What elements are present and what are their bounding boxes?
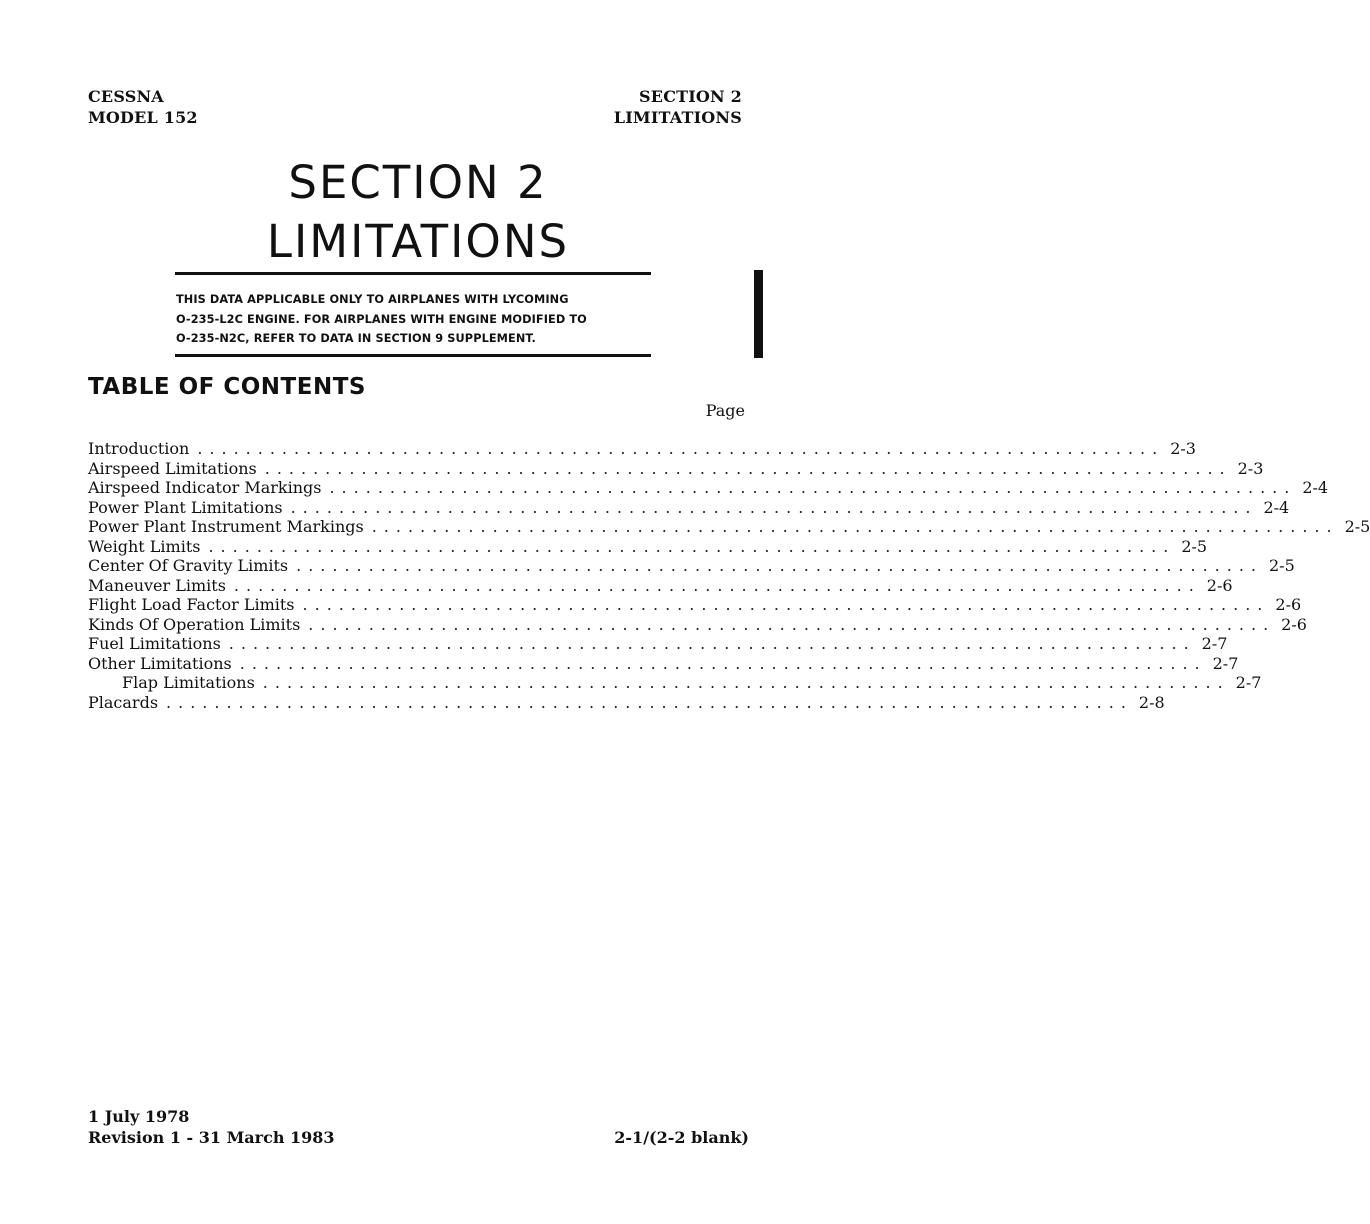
- toc-leader-dots: ................................................................................: [239, 653, 1207, 673]
- toc-entry-page: 2-7: [1212, 653, 1239, 673]
- toc-heading: TABLE OF CONTENTS: [88, 374, 366, 400]
- toc-entry-page: 2-4: [1302, 478, 1329, 497]
- toc-entry-title: Introduction: [88, 439, 190, 458]
- toc-leader-dots: ................................................................................: [262, 673, 1230, 692]
- toc-leader-dots: ................................................................................: [233, 575, 1201, 595]
- toc-leader-dots: ................................................................................: [371, 517, 1339, 536]
- section-subtitle: LIMITATIONS: [266, 215, 570, 268]
- toc-leader-dots: ................................................................................: [264, 458, 1232, 478]
- toc-entry-page: 2-6: [1281, 614, 1307, 634]
- toc-entry: [88, 478, 1329, 498]
- toc-entry-title: Weight Limits: [88, 536, 201, 556]
- toc-entry-title: Center Of Gravity Limits: [88, 556, 289, 575]
- toc-entry: [88, 575, 1233, 596]
- toc-entry: [88, 595, 1302, 615]
- running-header-right: [614, 86, 742, 128]
- toc-entry-page: 2-3: [1170, 439, 1196, 458]
- toc-entry: [88, 634, 1228, 654]
- section-title: SECTION 2: [288, 156, 548, 209]
- toc-leader-dots: ................................................................................: [296, 556, 1263, 575]
- toc-entry-page: 2-5: [1269, 556, 1295, 575]
- notice-line-1: THIS DATA APPLICABLE ONLY TO AIRPLANES WITH LYCOMING: [176, 293, 569, 306]
- footer-dates: [88, 1106, 335, 1148]
- toc-entry-title: Flight Load Factor Limits: [88, 595, 295, 614]
- toc-leader-dots: ................................................................................: [308, 614, 1276, 634]
- toc-entry-title: Kinds Of Operation Limits: [88, 614, 301, 634]
- header-section-name: LIMITATIONS: [613, 108, 742, 127]
- toc-entry: [88, 439, 1196, 459]
- toc-entry-title: Airspeed Limitations: [88, 458, 257, 478]
- notice-line-3: O-235-N2C, REFER TO DATA IN SECTION 9 SUPPLEMENT.: [176, 332, 536, 345]
- toc-leader-dots: ................................................................................: [228, 634, 1196, 653]
- toc-entry: [88, 497, 1290, 518]
- toc-entry-title: Power Plant Limitations: [88, 497, 283, 517]
- toc-entry-page: 2-7: [1235, 673, 1262, 692]
- toc-entry-page: 2-5: [1181, 536, 1208, 556]
- toc-leader-dots: ................................................................................: [208, 536, 1176, 556]
- toc-leader-dots: ................................................................................: [302, 595, 1270, 614]
- applicability-notice: [176, 290, 666, 349]
- toc-entry-page: 2-7: [1201, 634, 1228, 653]
- toc-page-column-label: Page: [705, 401, 745, 420]
- notice-top-rule: [175, 272, 651, 275]
- toc-entry: [88, 673, 1262, 693]
- footer-page-number: 2-1/(2-2 blank): [614, 1128, 749, 1147]
- toc-entry-title: Placards: [88, 692, 159, 712]
- toc-entry-page: 2-8: [1138, 692, 1165, 712]
- header-manufacturer: CESSNA: [88, 87, 164, 106]
- header-section: SECTION 2: [639, 87, 742, 106]
- toc-entry-page: 2-5: [1344, 517, 1370, 536]
- toc-entry: [88, 556, 1295, 576]
- toc-entry: [88, 692, 1165, 713]
- header-model: MODEL 152: [88, 108, 198, 127]
- toc-entry-title: Power Plant Instrument Markings: [88, 517, 364, 536]
- footer-issue-date: 1 July 1978: [88, 1107, 190, 1126]
- toc-entry: [88, 614, 1307, 635]
- toc-entry: [88, 653, 1239, 674]
- toc-entry-page: 2-4: [1263, 497, 1290, 517]
- running-header-left: [88, 86, 198, 128]
- toc-leader-dots: ................................................................................: [329, 478, 1297, 497]
- toc-entry-page: 2-6: [1206, 575, 1233, 595]
- toc-entry-title: Maneuver Limits: [88, 575, 226, 595]
- toc-entry-title: Flap Limitations: [122, 673, 255, 692]
- toc-leader-dots: ................................................................................: [290, 497, 1258, 517]
- toc-entry-title: Fuel Limitations: [88, 634, 221, 653]
- notice-bottom-rule: [175, 354, 651, 357]
- toc-entry-title: Other Limitations: [88, 653, 232, 673]
- toc-entry: [88, 458, 1264, 479]
- notice-line-2: O-235-L2C ENGINE. FOR AIRPLANES WITH ENGINE MODIFIED TO: [176, 312, 587, 326]
- revision-bar: [754, 270, 763, 358]
- toc-entry-title: Airspeed Indicator Markings: [88, 478, 322, 497]
- footer-revision: Revision 1 - 31 March 1983: [88, 1128, 335, 1147]
- toc-entry: [88, 517, 1370, 537]
- toc-entry-page: 2-6: [1275, 595, 1302, 614]
- table-of-contents: [88, 439, 1370, 712]
- toc-leader-dots: ................................................................................: [197, 439, 1165, 458]
- toc-entry: [88, 536, 1208, 557]
- toc-leader-dots: ................................................................................: [166, 692, 1133, 712]
- toc-entry-page: 2-3: [1237, 458, 1264, 478]
